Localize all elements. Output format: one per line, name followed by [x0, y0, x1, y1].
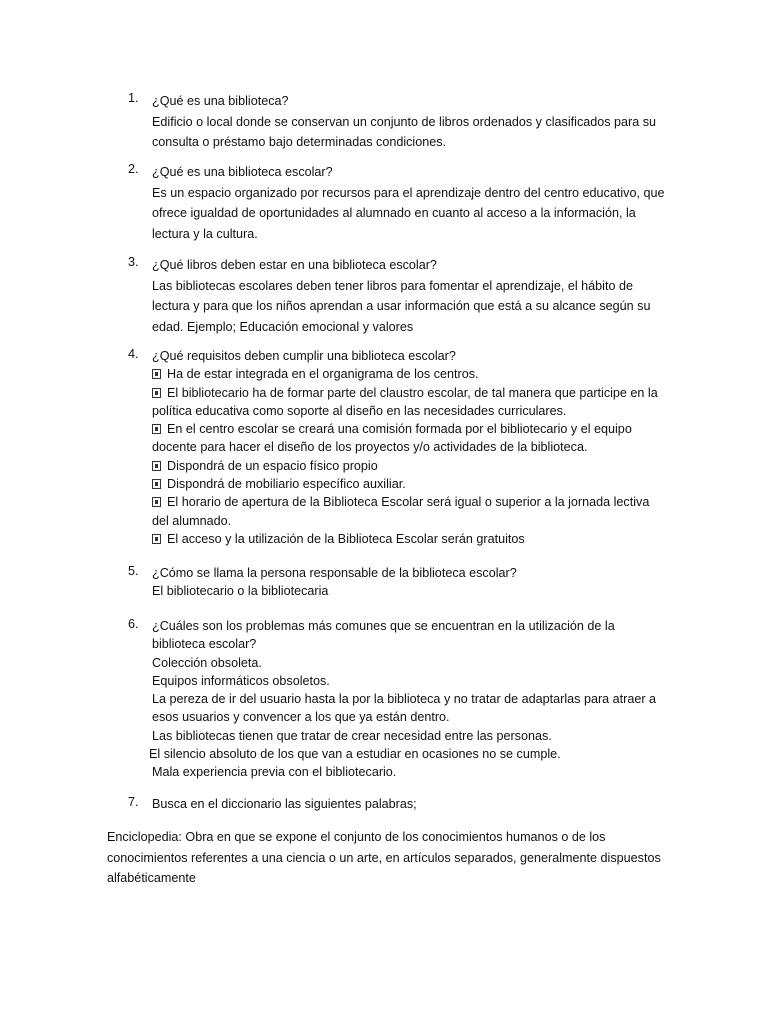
question-text: biblioteca escolar?	[152, 637, 257, 652]
question-6	[128, 617, 672, 782]
bullet-icon	[152, 388, 161, 398]
question-number: 5.	[128, 564, 139, 578]
requirement-text: El acceso y la utilización de la Biblioteca Escolar serán gratuitos	[167, 531, 525, 546]
question-number: 2.	[128, 162, 139, 176]
bullet-icon	[152, 534, 161, 544]
question-5	[128, 564, 672, 601]
requirement-continuation: del alumnado.	[152, 513, 232, 528]
definition-paragraph	[107, 827, 677, 889]
answer-line: Es un espacio organizado por recursos para el aprendizaje dentro del centro educativo, que	[152, 185, 665, 200]
question-7	[128, 795, 672, 813]
question-number: 7.	[128, 795, 139, 809]
question-text: ¿Cómo se llama la persona responsable de la biblioteca escolar?	[152, 566, 517, 580]
answer-line: Equipos informáticos obsoletos.	[152, 673, 330, 688]
bullet-icon	[152, 424, 161, 434]
requirement-continuation: docente para hacer el diseño de los proyectos y/o actividades de la biblioteca.	[152, 440, 588, 455]
question-text: Busca en el diccionario las siguientes palabras;	[152, 797, 417, 811]
definition-line: alfabéticamente	[107, 871, 196, 885]
requirement-continuation: política educativa como soporte al diseño en las necesidades curriculares.	[152, 403, 567, 418]
question-4	[128, 347, 672, 548]
answer-line: El bibliotecario o la bibliotecaria	[152, 584, 329, 599]
requirement-item	[152, 365, 672, 383]
bullet-icon	[152, 479, 161, 489]
question-text: ¿Qué es una biblioteca escolar?	[152, 165, 333, 179]
requirement-text: En el centro escolar se creará una comisión formada por el bibliotecario y el equipo	[167, 422, 632, 437]
answer-line: El silencio absoluto de los que van a estudiar en ocasiones no se cumple.	[149, 747, 561, 762]
question-text: ¿Cuáles son los problemas más comunes que se encuentran en la utilización de la	[152, 619, 615, 633]
definition-line: conocimientos referentes a una ciencia o un arte, en artículos separados, generalmente dispuestos	[107, 850, 661, 865]
requirement-item	[152, 475, 672, 493]
requirement-text: El horario de apertura de la Biblioteca Escolar será igual o superior a la jornada lectiva	[167, 495, 650, 510]
answer-line: Mala experiencia previa con el bibliotecario.	[152, 765, 397, 780]
answer-line: Edificio o local donde se conservan un conjunto de libros ordenados y clasificados para su	[152, 114, 657, 129]
requirement-text: El bibliotecario ha de formar parte del claustro escolar, de tal manera que participe en la	[167, 385, 658, 400]
question-2	[128, 162, 672, 244]
answer-line: consulta o préstamo bajo determinadas condiciones.	[152, 135, 447, 149]
question-text: ¿Qué libros deben estar en una biblioteca escolar?	[152, 258, 437, 272]
requirement-text: Dispondrá de mobiliario específico auxiliar.	[167, 477, 406, 492]
requirement-item	[152, 530, 672, 548]
answer-line: esos usuarios y convencer a los que ya están dentro.	[152, 710, 450, 725]
definition-line: Enciclopedia: Obra en que se expone el conjunto de los conocimientos humanos o de los	[107, 830, 606, 844]
question-text: ¿Qué requisitos deben cumplir una biblioteca escolar?	[152, 349, 456, 363]
requirement-item	[152, 457, 672, 475]
requirement-item	[152, 493, 672, 511]
question-number: 6.	[128, 617, 139, 631]
answer-line: edad. Ejemplo; Educación emocional y valores	[152, 319, 414, 334]
answer-line: lectura y la cultura.	[152, 226, 258, 241]
question-number: 1.	[128, 91, 139, 105]
answer-line: Las bibliotecas tienen que tratar de crear necesidad entre las personas.	[152, 728, 552, 743]
requirement-item	[152, 420, 672, 438]
requirement-text: Ha de estar integrada en el organigrama de los centros.	[167, 367, 479, 382]
bullet-icon	[152, 369, 161, 379]
question-1	[128, 91, 672, 153]
answer-line: La pereza de ir del usuario hasta la por la biblioteca y no tratar de adaptarlas para atraer a	[152, 692, 657, 707]
bullet-icon	[152, 461, 161, 471]
answer-line: Las bibliotecas escolares deben tener libros para fomentar el aprendizaje, el hábito de	[152, 278, 633, 293]
requirement-text: Dispondrá de un espacio físico propio	[167, 458, 378, 473]
question-number: 3.	[128, 255, 139, 269]
question-3	[128, 255, 672, 337]
bullet-icon	[152, 497, 161, 507]
answer-line: Colección obsoleta.	[152, 655, 262, 670]
requirement-item	[152, 384, 672, 402]
question-text: ¿Qué es una biblioteca?	[152, 94, 289, 108]
answer-line: lectura y para que los niños aprendan a usar información que está a su alcance según su	[152, 299, 651, 313]
answer-line: ofrece igualdad de oportunidades al alumnado en cuanto al acceso a la información, la	[152, 206, 636, 220]
question-number: 4.	[128, 347, 139, 361]
